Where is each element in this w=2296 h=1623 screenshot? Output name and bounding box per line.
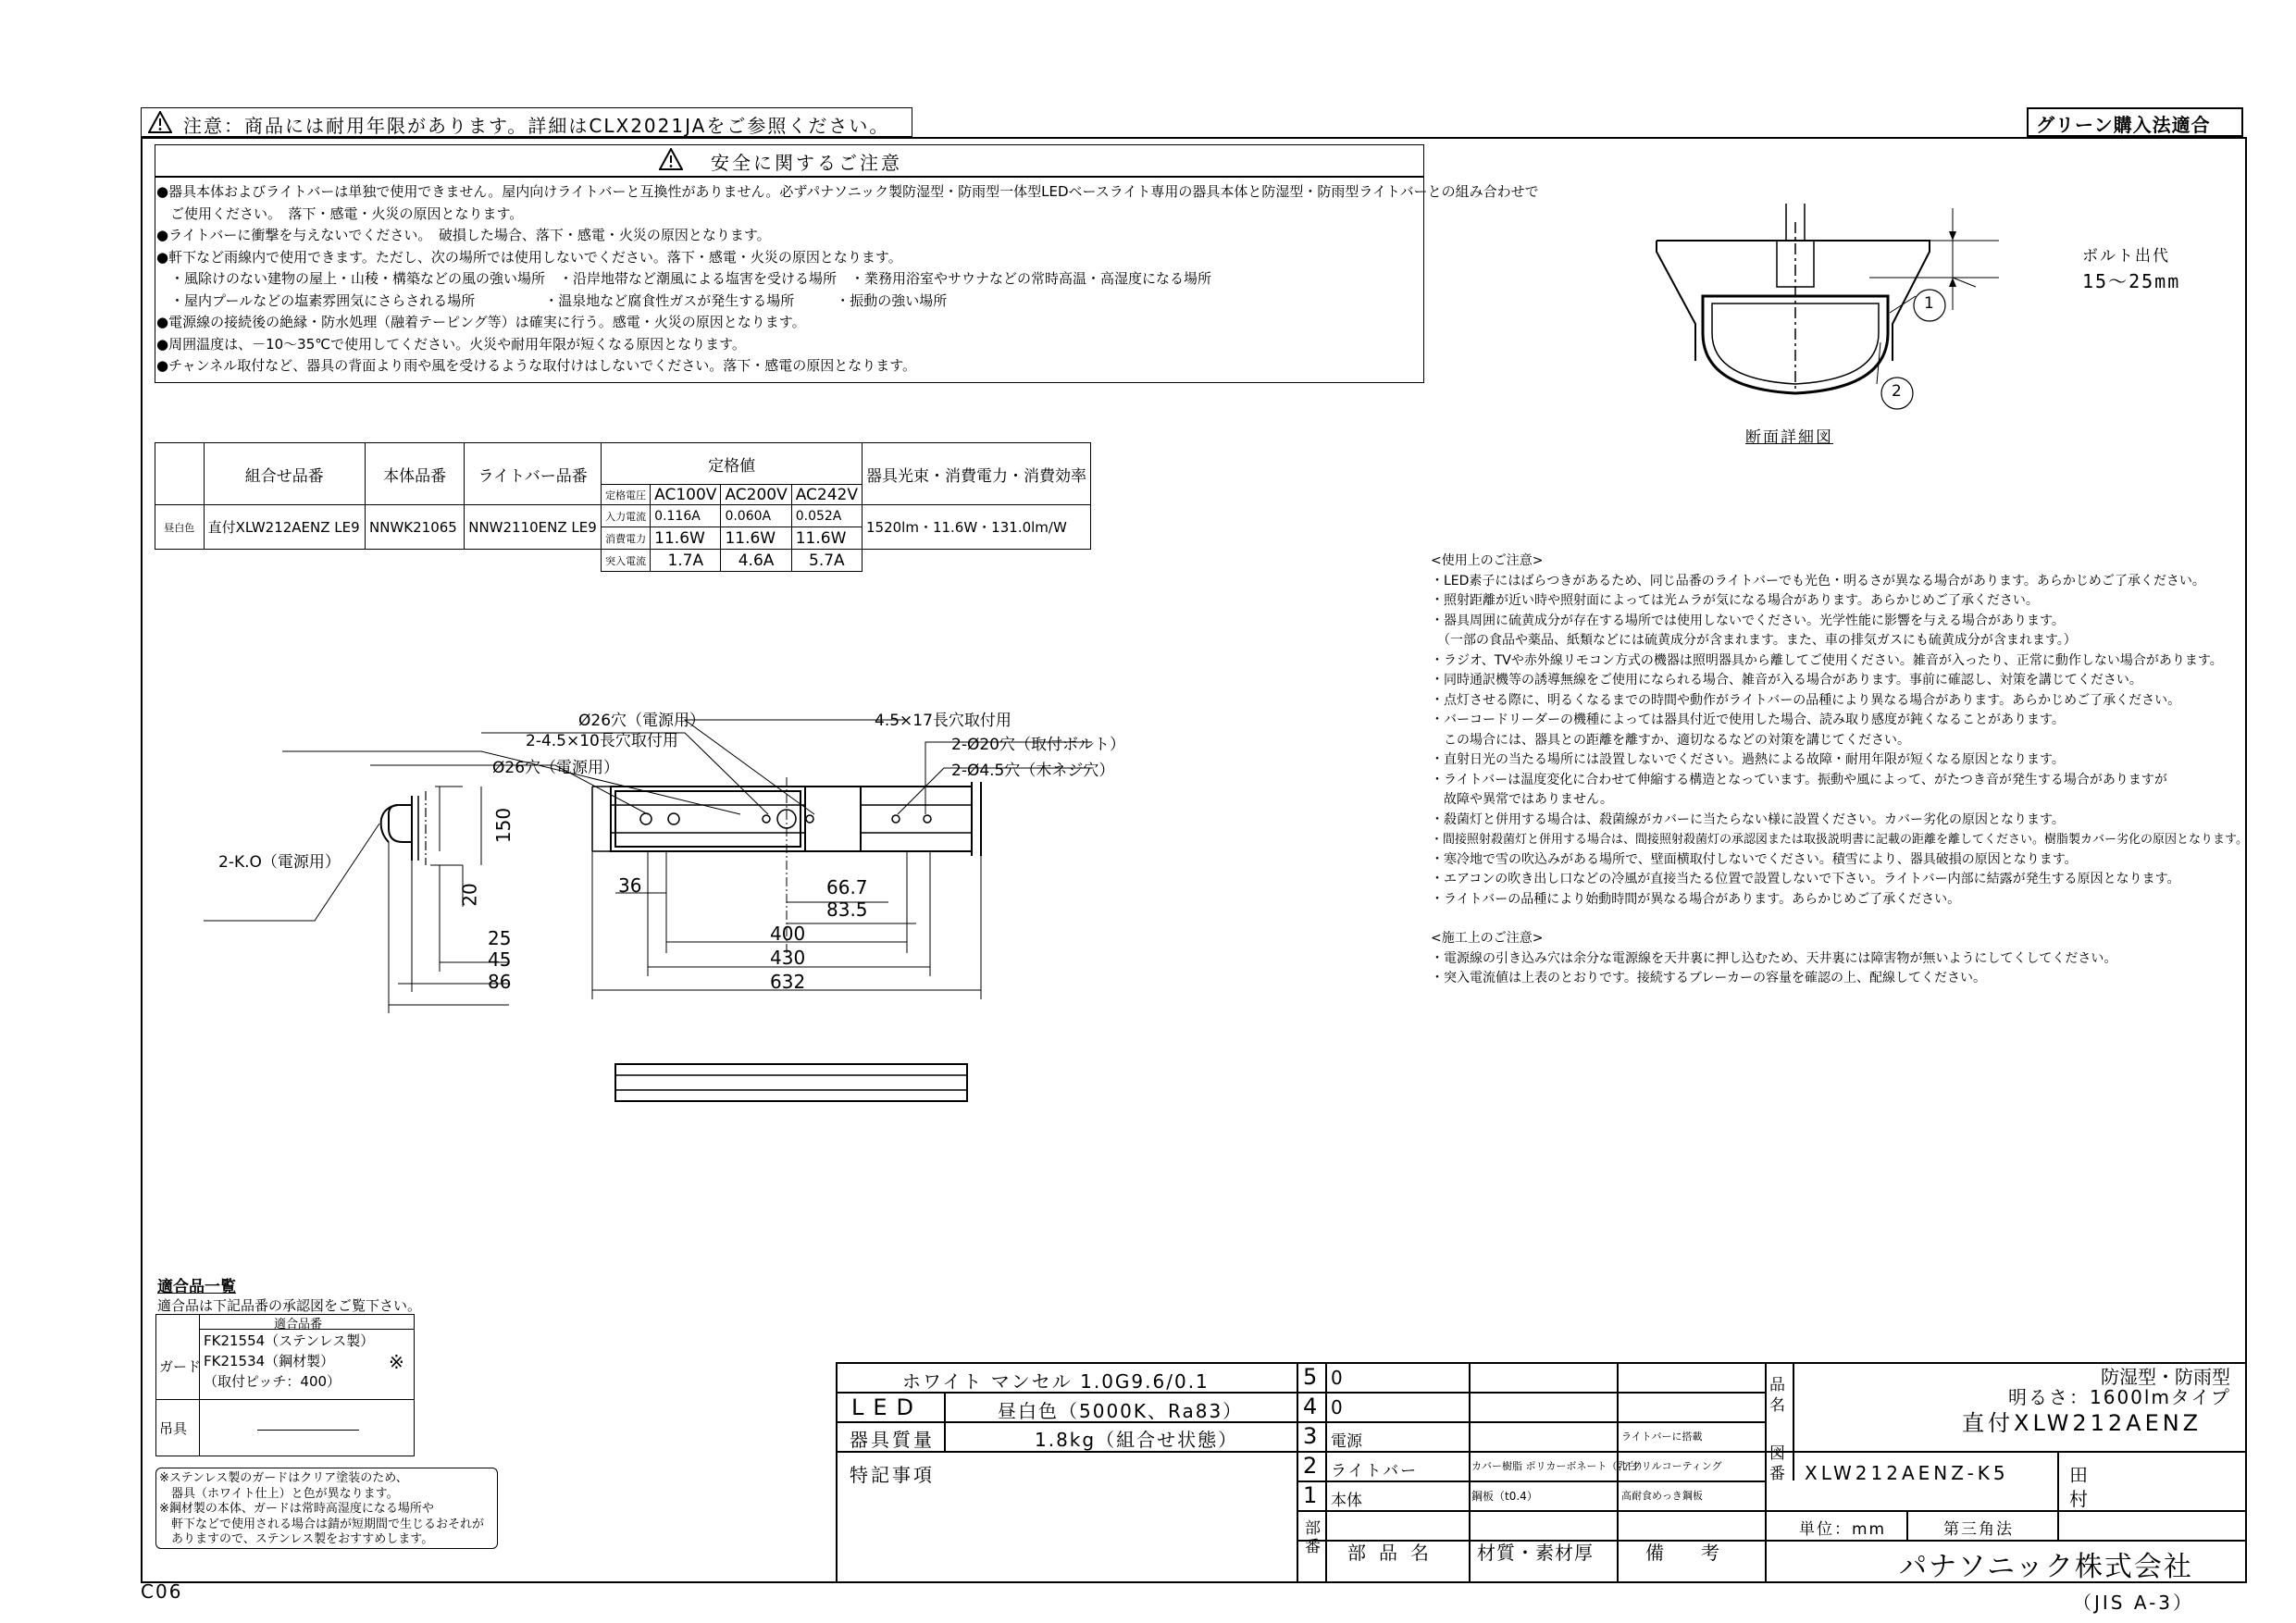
notice-text: 注意：商品には耐用年限があります。詳細はCLX2021JAをご参照ください。	[183, 115, 890, 137]
usage-line: ・ライトバーは温度変化に合わせて伸縮する構造となっています。振動や風によって、がたつき音が発生する場合がありますが	[1431, 772, 2167, 787]
spec-header-rated: 定格値	[602, 443, 863, 485]
label-slot-10: 2-4.5×10長穴取付用	[526, 732, 678, 750]
col-name: 部品名	[1347, 1542, 1442, 1564]
safety-line: ご使用ください。 落下・感電・火災の原因となります。	[156, 204, 524, 222]
dim-400: 400	[770, 923, 806, 945]
row-label: 昼白色	[155, 505, 205, 550]
usage-line: ・寒冷地で雪の吹込みがある場所で、壁面横取付しないでください。積雪により、器具破損の原因となります。	[1431, 851, 2078, 867]
unit-label: 単位：mm	[1799, 1520, 1887, 1539]
tb-color: ホワイト マンセル 1.0G9.6/0.1	[902, 1370, 1210, 1393]
power-200: 11.6W	[721, 527, 791, 550]
approver-1: 田	[2069, 1464, 2088, 1486]
input-current-200: 0.060A	[721, 505, 791, 527]
compat-col-divider	[199, 1314, 200, 1456]
label-hole-45: 2-Ø4.5穴（木ネジ穴）	[951, 762, 1115, 780]
bolt-label-2: 15～25mm	[2082, 270, 2181, 292]
projection-label: 第三角法	[1943, 1520, 2014, 1539]
dim-66: 66.7	[826, 876, 868, 898]
tb-special-label: 特記事項	[850, 1464, 935, 1486]
guard-list	[204, 1331, 374, 1392]
label-slot-17: 4.5×17長穴取付用	[875, 712, 1011, 730]
guard-item: FK21534（鋼材製）	[204, 1353, 335, 1369]
usage-line: （一部の食品や薬品、紙類などには硫黄成分が含まれます。また、車の排気ガスにも硫黄成分が含まれます。）	[1431, 633, 2077, 648]
footnote-line: ありますので、ステンレス製をおすすめします。	[159, 1532, 434, 1546]
voltage-242: AC242V	[791, 485, 862, 505]
section-view-drawing	[1647, 204, 2036, 416]
dim-20: 20	[458, 883, 481, 907]
tb-div	[944, 1392, 946, 1451]
safety-line: ●器具本体およびライトバーは単独で使用できません。屋内向けライトバーと互換性がありません。必ずパナソニック製防湿型・防雨型一体型LEDベースライト専用の器具本体と防湿型・防雨型ライトバーとの組み合わせで	[156, 183, 1539, 200]
usage-line: ・間接照射殺菌灯と併用する場合は、間接照射殺菌灯の承認図または取扱説明書に記載の距離を離してください。樹脂製カバー劣化の原因となります。	[1431, 833, 2248, 847]
safety-line: ●軒下など雨線内で使用できます。ただし、次の場所では使用しないでください。落下・感電・火災の原因となります。	[156, 248, 902, 266]
zuban-value: XLW212AENZ-K5	[1805, 1462, 2009, 1484]
spec-header-lightbar: ライトバー品番	[465, 443, 602, 505]
inrush-200: 4.6A	[721, 550, 791, 572]
warning-icon	[659, 148, 683, 170]
part-note: ライトバーに搭載	[1621, 1431, 1703, 1443]
dim-430: 430	[770, 947, 806, 969]
compat-note: 適合品は下記品番の承認図をご覧下さい。	[157, 1297, 422, 1314]
part-no: 3	[1303, 1423, 1318, 1449]
bolt-label-1: ボルト出代	[2082, 247, 2170, 266]
footnote-line: 器具（ホワイト仕上）と色が異なります。	[159, 1486, 399, 1501]
part-name: ライトバー	[1331, 1462, 1419, 1481]
hinmei-3: 直付XLW212AENZ	[1962, 1410, 2203, 1436]
power-100: 11.6W	[651, 527, 721, 550]
hanger-label: 吊具	[159, 1420, 188, 1437]
safety-title: 安全に関するご注意	[711, 152, 902, 174]
inrush-label: 突入電流	[602, 550, 651, 572]
hinmei-2: 明るさ：1600lmタイプ	[2008, 1386, 2231, 1408]
safety-line: ・風除けのない建物の屋上・山稜・構築などの風の強い場所 ・沿岸地帯など潮風による塩害を受ける場所 ・業務用浴室やサウナなどの常時高温・高湿度になる場所	[156, 270, 1212, 287]
usage-line: ・バーコードリーダーの機種によっては器具付近で使用した場合、読み取り感度が鈍くなることがあります。	[1431, 712, 2065, 727]
usage-line: ・点灯させる際に、明るくなるまでの時間や動作がライトバーの品種により異なる場合があります。あらかじめご了承ください。	[1431, 692, 2181, 708]
tb-row	[1297, 1421, 1765, 1423]
usage-line: この場合には、器具との距離を離すか、適切なるなどの対策を講じてください。	[1431, 732, 1910, 748]
compat-footnote	[159, 1471, 484, 1548]
part-name: 電源	[1331, 1432, 1362, 1451]
dim-632: 632	[770, 971, 806, 993]
install-line: ・突入電流値は上表のとおりです。接続するブレーカーの容量を確認の上、配線してください。	[1431, 971, 1987, 985]
compat-title: 適合品一覧	[157, 1278, 236, 1296]
lightbar-number: NNW2110ENZ LE9	[465, 505, 602, 550]
tb-div	[1793, 1362, 1794, 1481]
hanger-blank	[257, 1430, 359, 1431]
spec-header-efficiency: 器具光束・消費電力・消費効率	[863, 443, 1091, 505]
safety-line: ●周囲温度は、－10～35℃で使用してください。火災や耐用年限が短くなる原因となります。	[156, 335, 746, 353]
tb-led-value: 昼白色（5000K、Ra83）	[998, 1400, 1244, 1422]
part-no: 2	[1303, 1453, 1318, 1479]
footer-left: C06	[141, 1580, 183, 1603]
footnote-line: 軒下などで使用される場合は錆が短期間で生じるおそれが	[159, 1517, 485, 1531]
tb-weight-label: 器具質量	[850, 1429, 935, 1451]
tb-led-label: LED	[851, 1394, 924, 1420]
compat-col-header: 適合品番	[274, 1318, 323, 1332]
part-name: 本体	[1331, 1492, 1362, 1510]
safety-lines	[156, 181, 1539, 378]
safety-line: ●ライトバーに衝撃を与えないでください。 破損した場合、落下・感電・火災の原因となります。	[156, 227, 771, 243]
inrush-100: 1.7A	[651, 550, 721, 572]
usage-line: ・器具周囲に硫黄成分が存在する場所では使用しないでください。光学性能に影響を与える場合があります。	[1431, 613, 2065, 628]
label-hole-20: 2-Ø20穴（取付ボルト）	[951, 736, 1125, 754]
footer-right: （JIS A-3）	[2073, 1592, 2195, 1614]
install-title: <施工上のご注意>	[1431, 931, 1544, 946]
input-current-242: 0.052A	[791, 505, 862, 527]
part-no: 1	[1303, 1482, 1318, 1508]
combo-number: 直付XLW212AENZ LE9	[204, 505, 365, 550]
part-material: カバー樹脂 ポリカーボネート（乳白）	[1471, 1460, 1648, 1472]
usage-title: <使用上のご注意>	[1431, 553, 1544, 568]
company-name: パナソニック株式会社	[1899, 1551, 2193, 1583]
safety-line: ●チャンネル取付など、器具の背面より雨や風を受けるような取付けはしないでください。落下・感電の原因となります。	[156, 357, 916, 374]
zuban-label: 図番	[1769, 1444, 1785, 1483]
section-caption: 断面詳細図	[1745, 428, 1833, 447]
col-material: 材質・素材厚	[1477, 1542, 1594, 1564]
install-line: ・電源線の引き込み穴は余分な電源線を天井裏に押し込むため、天井裏には障害物が無いようにしてくしてください。	[1431, 950, 2117, 966]
tb-row	[1297, 1481, 1765, 1482]
callout-1: 1	[1924, 294, 1934, 313]
part-name: 0	[1331, 1367, 1343, 1389]
col-note: 備考	[1645, 1542, 1756, 1564]
tb-row	[1765, 1510, 2247, 1512]
part-name: 0	[1331, 1396, 1343, 1419]
tb-weight-value: 1.8kg（組合せ状態）	[1035, 1429, 1239, 1451]
voltage-100: AC100V	[651, 485, 721, 505]
compat-row-divider	[155, 1399, 415, 1400]
label-hole-power-1: Ø26穴（電源用）	[578, 712, 706, 730]
safety-title-divider	[155, 176, 1424, 178]
guard-item: （取付ピッチ：400）	[204, 1373, 341, 1390]
callout-2: 2	[1892, 382, 1902, 401]
spec-header-combo: 組合せ品番	[204, 443, 365, 505]
spec-header-body: 本体品番	[366, 443, 465, 505]
green-label: グリーン購入法適合	[2036, 114, 2211, 136]
label-hole-power-2: Ø26穴（電源用）	[492, 759, 620, 777]
tb-div	[1325, 1362, 1327, 1583]
part-note: アクリルコーティング	[1621, 1460, 1722, 1472]
usage-notes	[1431, 551, 2248, 989]
usage-line: ・ラジオ、TVや赤外線リモコン方式の機器は照明器具から離してご使用ください。雑音が入ったり、正常に動作しない場合があります。	[1431, 652, 2223, 668]
tb-div	[1297, 1362, 1298, 1583]
power-242: 11.6W	[791, 527, 862, 550]
body-number: NNWK21065	[366, 505, 465, 550]
usage-line: ・同時通訳機等の誘導無線をご使用になられる場合、雑音が入る場合があります。事前に確認し、対策を講じてください。	[1431, 673, 2142, 688]
tb-row	[1297, 1451, 1765, 1453]
footnote-line: ※鋼材製の本体、ガードは常時高湿度になる場所や	[159, 1502, 434, 1516]
dim-150: 150	[492, 807, 515, 844]
rated-voltage-label: 定格電圧	[602, 485, 651, 505]
usage-line: ・殺菌灯と併用する場合は、殺菌線がカバーに当たらない様に設置ください。カバー劣化の原因となります。	[1431, 812, 2065, 827]
tb-div	[1765, 1362, 1767, 1583]
dim-83: 83.5	[826, 898, 868, 921]
power-label: 消費電力	[602, 527, 651, 550]
col-no: 部番	[1305, 1519, 1321, 1556]
tb-div	[2057, 1451, 2059, 1540]
usage-line: ・照射距離が近い時や照射面によっては光ムラが気になる場合があります。あらかじめご了承ください。	[1431, 593, 2039, 608]
voltage-200: AC200V	[721, 485, 791, 505]
tb-row	[1297, 1392, 1765, 1394]
safety-line: ●電源線の接続後の絶縁・防水処理（融着テーピング等）は確実に行う。感電・火災の原因となります。	[156, 314, 806, 330]
hinmei-label: 品名	[1769, 1376, 1785, 1415]
dim-86: 86	[488, 971, 512, 993]
tb-row	[1765, 1540, 2247, 1542]
usage-line: ・LED素子にはばらつきがあるため、同じ品番のライトバーでも光色・明るさが異なる場合があります。あらかじめご了承ください。	[1431, 573, 2205, 588]
dim-45: 45	[488, 948, 512, 971]
safety-line: ・屋内プールなどの塩素雰囲気にさらされる場所 ・温泉地など腐食性ガスが発生する場所 ・振動の強い場所	[156, 291, 948, 309]
guard-item: FK21554（ステンレス製）	[204, 1332, 375, 1349]
input-current-label: 入力電流	[602, 505, 651, 527]
efficiency-value: 1520lm・11.6W・131.0lm/W	[863, 505, 1091, 550]
footnote-line: ※ステンレス製のガードはクリア塗装のため、	[159, 1471, 408, 1485]
part-no: 5	[1303, 1364, 1318, 1390]
tb-row	[1297, 1510, 1765, 1512]
usage-line: ・エアコンの吹き出し口などの冷風が直接当たる位置で設置しないで下さい。ライトバー内部に結露が発生する原因となります。	[1431, 872, 2180, 886]
guard-mark: ※	[389, 1351, 404, 1373]
dim-25: 25	[488, 927, 512, 949]
input-current-100: 0.116A	[651, 505, 721, 527]
label-ko: 2-K.O（電源用）	[218, 853, 341, 872]
part-material: 鋼板（t0.4）	[1471, 1490, 1538, 1503]
usage-line: 故障や異常ではありません。	[1431, 792, 1613, 807]
warning-icon	[148, 111, 172, 133]
spec-table	[155, 442, 1091, 572]
tb-div	[1469, 1362, 1471, 1583]
inrush-242: 5.7A	[791, 550, 862, 572]
tb-div	[1906, 1510, 1908, 1540]
tb-row	[1765, 1451, 2247, 1453]
hinmei-1: 防湿型・防雨型	[2101, 1366, 2230, 1388]
dim-36: 36	[618, 874, 642, 897]
approver-2: 村	[2069, 1488, 2088, 1510]
part-note: 高耐食めっき鋼板	[1621, 1490, 1703, 1502]
usage-line: ・直射日光の当たる場所には設置しないでください。過熱による故障・耐用年限が短くなる原因となります。	[1431, 752, 2065, 767]
part-no: 4	[1303, 1394, 1318, 1419]
guard-label: ガード	[159, 1358, 202, 1375]
usage-line: ・ライトバーの品種により始動時間が異なる場合があります。あらかじめご了承ください。	[1431, 891, 1961, 907]
